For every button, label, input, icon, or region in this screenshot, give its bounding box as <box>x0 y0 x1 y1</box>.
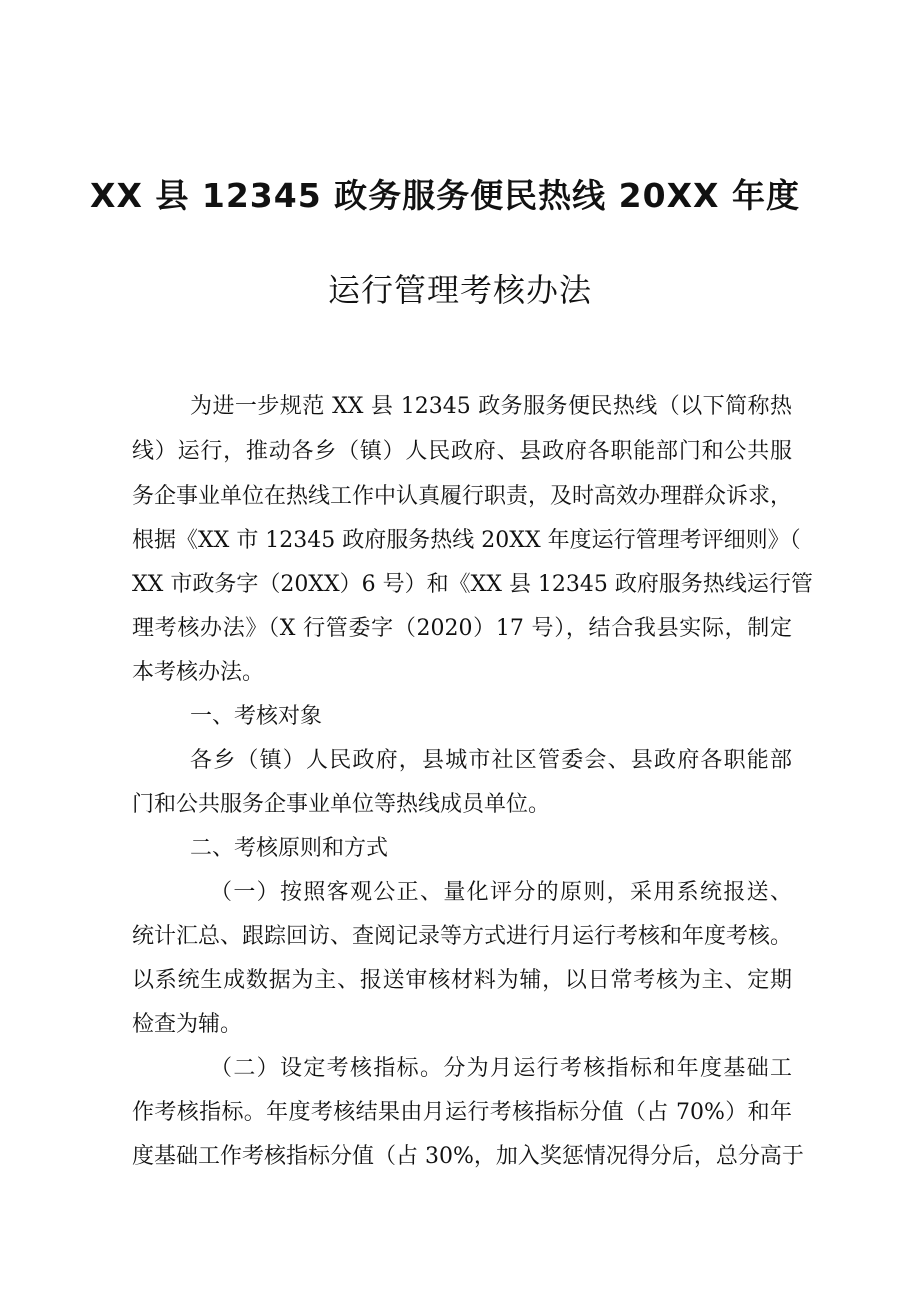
paragraph-line: 为进一步规范 XX 县 12345 政务服务便民热线（以下简称热 <box>190 394 792 419</box>
paragraph-line: 作考核指标。年度考核结果由月运行考核指标分值（占 70%）和年 <box>132 1100 792 1125</box>
paragraph-line: 理考核办法》（X 行管委字（2020）17 号），结合我县实际，制定 <box>132 616 792 641</box>
paragraph-line: 各乡（镇）人民政府，县城市社区管委会、县政府各职能部 <box>190 748 792 773</box>
paragraph-line: 门和公共服务企事业单位等热线成员单位。 <box>132 792 551 817</box>
paragraph-line: 度基础工作考核指标分值（占 30%，加入奖惩情况得分后，总分高于 <box>132 1144 804 1169</box>
paragraph-line: 务企事业单位在热线工作中认真履行职责，及时高效办理群众诉求， <box>132 484 793 509</box>
paragraph-line: XX 市政务字（20XX）6 号）和《XX 县 12345 政府服务热线运行管 <box>132 572 813 597</box>
paragraph-line: 根据《XX 市 12345 政府服务热线 20XX 年度运行管理考评细则》（ <box>132 528 801 553</box>
document-title-line-2: 运行管理考核办法 <box>327 271 592 309</box>
paragraph-line: 本考核办法。 <box>132 660 265 685</box>
document-title-line-1: XX 县 12345 政务服务便民热线 20XX 年度 <box>90 176 800 215</box>
paragraph-line: 以系统生成数据为主、报送审核材料为辅，以日常考核为主、定期 <box>132 968 792 993</box>
paragraph-line: 线）运行，推动各乡（镇）人民政府、县政府各职能部门和公共服 <box>132 439 792 464</box>
paragraph-line: （一）按照客观公正、量化评分的原则，采用系统报送、 <box>210 880 792 905</box>
section-heading: 二、考核原则和方式 <box>190 836 389 861</box>
paragraph-line: 检查为辅。 <box>132 1012 243 1037</box>
paragraph-line: 统计汇总、跟踪回访、查阅记录等方式进行月运行考核和年度考核。 <box>132 924 793 949</box>
paragraph-line: （二）设定考核指标。分为月运行考核指标和年度基础工 <box>210 1056 792 1081</box>
section-heading: 一、考核对象 <box>190 704 323 729</box>
